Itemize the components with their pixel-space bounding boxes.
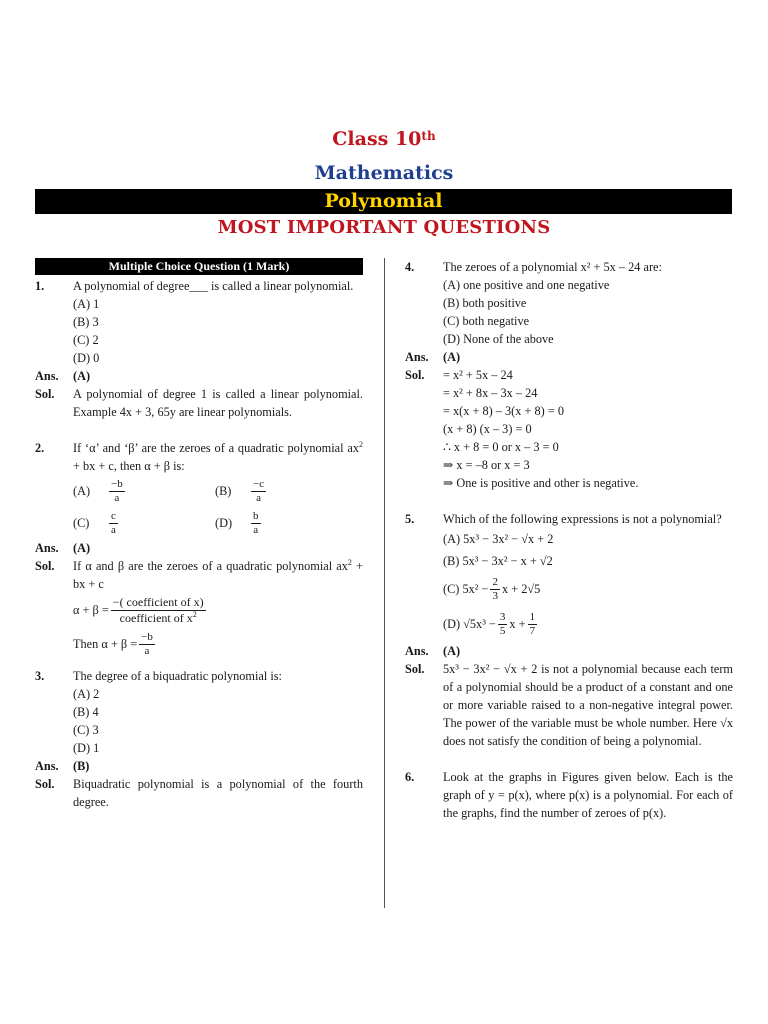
question-number: 3. bbox=[35, 669, 45, 683]
option: (B) 3 bbox=[73, 315, 99, 329]
solution-label: Sol. bbox=[405, 368, 425, 382]
solution-step: = x² + 5x – 24 bbox=[443, 368, 513, 382]
fraction: $\frac{1}{7}$ bbox=[529, 610, 536, 637]
option: (C) both negative bbox=[443, 314, 530, 328]
solution-step: ⇒ x = –8 or x = 3 bbox=[443, 458, 530, 472]
option: (C) 3 bbox=[73, 723, 99, 737]
option: (D) 0 bbox=[73, 351, 100, 365]
option: (B) 4 bbox=[73, 705, 99, 719]
formula bbox=[35, 593, 363, 627]
question-3 bbox=[35, 667, 363, 685]
fraction: $\frac{3}{5}$ bbox=[499, 610, 506, 637]
option: (A) 2 bbox=[73, 687, 100, 701]
topic-bar bbox=[35, 189, 732, 214]
fraction: $\frac{c}{a}$ bbox=[111, 509, 116, 536]
question-text: A polynomial of degree___ is called a linear polynomial. bbox=[73, 279, 354, 293]
formula-lhs: α + β = bbox=[73, 603, 109, 617]
answer-value: (A) bbox=[443, 350, 461, 364]
solution bbox=[35, 385, 363, 421]
option-label: (B) bbox=[215, 484, 232, 498]
fraction: $\frac{-c}{a}$ bbox=[253, 477, 265, 504]
formula bbox=[35, 627, 363, 661]
question-text: Which of the following expressions is not a polynomial? bbox=[443, 512, 722, 526]
answer bbox=[35, 367, 363, 385]
question-5 bbox=[405, 510, 733, 528]
solution-label: Sol. bbox=[35, 387, 55, 401]
question-text: The zeroes of a polynomial x² + 5x – 24 are: bbox=[443, 260, 662, 274]
option-label: (C) bbox=[73, 516, 90, 530]
right-column bbox=[405, 258, 733, 822]
question-number: 5. bbox=[405, 512, 415, 526]
answer-value: (B) bbox=[73, 759, 90, 773]
solution bbox=[405, 366, 733, 384]
page-title: MOST IMPORTANT QUESTIONS bbox=[217, 217, 551, 238]
question-number: 1. bbox=[35, 279, 45, 293]
question-4 bbox=[405, 258, 733, 276]
column-divider bbox=[384, 258, 385, 908]
solution-step: = x² + 8x – 3x – 24 bbox=[443, 386, 538, 400]
option: (C) 5x² − $\frac{2}{3}$ x + 2√5 bbox=[443, 575, 541, 602]
answer-label: Ans. bbox=[35, 369, 59, 383]
answer-label: Ans. bbox=[405, 644, 429, 658]
solution-step: (x + 8) (x – 3) = 0 bbox=[443, 422, 532, 436]
answer-label: Ans. bbox=[405, 350, 429, 364]
answer bbox=[405, 642, 733, 660]
answer bbox=[35, 539, 363, 557]
fraction: $\frac{\text{−( coefficient of x)}}{coefficient of x^2}$ bbox=[112, 594, 204, 625]
question-number: 6. bbox=[405, 770, 415, 784]
option: (D) None of the above bbox=[443, 332, 554, 346]
question-2 bbox=[35, 439, 363, 475]
class-superscript: th bbox=[421, 129, 436, 143]
answer-value: (A) bbox=[73, 541, 91, 555]
subject-heading: Mathematics bbox=[314, 162, 454, 184]
solution-text: A polynomial of degree 1 is called a linear polynomial. Example 4x + 3, 65y are linear polynomials. bbox=[73, 387, 363, 419]
left-column bbox=[35, 258, 363, 811]
question-number: 2. bbox=[35, 441, 45, 455]
fraction: $\frac{-b}{a}$ bbox=[141, 630, 153, 657]
solution-step: ∴ x + 8 = 0 or x – 3 = 0 bbox=[443, 440, 559, 454]
solution bbox=[35, 557, 363, 593]
question-text: If ‘α’ and ‘β’ are the zeroes of a quadratic polynomial $ax^2$ + bx + c, then α + β is: bbox=[73, 440, 363, 473]
answer bbox=[405, 348, 733, 366]
question-number: 4. bbox=[405, 260, 415, 274]
solution-label: Sol. bbox=[35, 559, 55, 573]
answer bbox=[35, 757, 363, 775]
question-text: The degree of a biquadratic polynomial is: bbox=[73, 669, 282, 683]
class-heading bbox=[0, 128, 768, 150]
answer-value: (A) bbox=[73, 369, 91, 383]
fraction: $\frac{2}{3}$ bbox=[492, 575, 498, 602]
option-label: (D) bbox=[215, 516, 233, 530]
formula-lhs: Then α + β = bbox=[73, 637, 138, 651]
option: (B) 5x³ − 3x² − x + √2 bbox=[443, 554, 553, 568]
solution-step: ⇒ One is positive and other is negative. bbox=[443, 476, 639, 490]
option-row bbox=[35, 475, 363, 507]
question-6 bbox=[405, 768, 733, 822]
option: (D) 1 bbox=[73, 741, 100, 755]
question-1 bbox=[35, 277, 363, 295]
option: (A) 1 bbox=[73, 297, 100, 311]
solution-step: = x(x + 8) – 3(x + 8) = 0 bbox=[443, 404, 564, 418]
answer-label: Ans. bbox=[35, 541, 59, 555]
fraction: $\frac{b}{a}$ bbox=[253, 509, 259, 536]
option: (B) both positive bbox=[443, 296, 527, 310]
answer-label: Ans. bbox=[35, 759, 59, 773]
answer-value: (A) bbox=[443, 644, 461, 658]
solution bbox=[405, 660, 733, 750]
solution bbox=[35, 775, 363, 811]
fraction: $\frac{-b}{a}$ bbox=[111, 477, 123, 504]
question-text: Look at the graphs in Figures given below. Each is the graph of y = p(x), where p(x) is a polynomial. For each of the graphs, find the number of zeroes of p(x). bbox=[443, 770, 733, 820]
solution-text: 5x³ − 3x² − √x + 2 is not a polynomial because each term of a polynomial should be a product of a constant and one or more variable raised to a non-negative integral power. The power of the variable must be whole number. Here √x does not satisfy the condition of being a polynomial. bbox=[443, 662, 733, 748]
option: (C) 2 bbox=[73, 333, 99, 347]
option: (A) one positive and one negative bbox=[443, 278, 610, 292]
solution-text: If α and β are the zeroes of a quadratic polynomial $ax^2$ + bx + c bbox=[73, 558, 364, 591]
class-label: Class 10 bbox=[332, 128, 422, 150]
option-row bbox=[35, 507, 363, 539]
section-title: Multiple Choice Question (1 Mark) bbox=[35, 258, 363, 275]
option: (A) 5x³ − 3x² − √x + 2 bbox=[443, 532, 554, 546]
solution-text: Biquadratic polynomial is a polynomial of the fourth degree. bbox=[73, 777, 363, 809]
option-label: (A) bbox=[73, 484, 91, 498]
topic-heading: Polynomial bbox=[324, 190, 443, 212]
solution-label: Sol. bbox=[35, 777, 55, 791]
solution-label: Sol. bbox=[405, 662, 425, 676]
option: (D) √5x³ − $\frac{3}{5}$ x + $\frac{1}{7}$ bbox=[443, 610, 536, 637]
